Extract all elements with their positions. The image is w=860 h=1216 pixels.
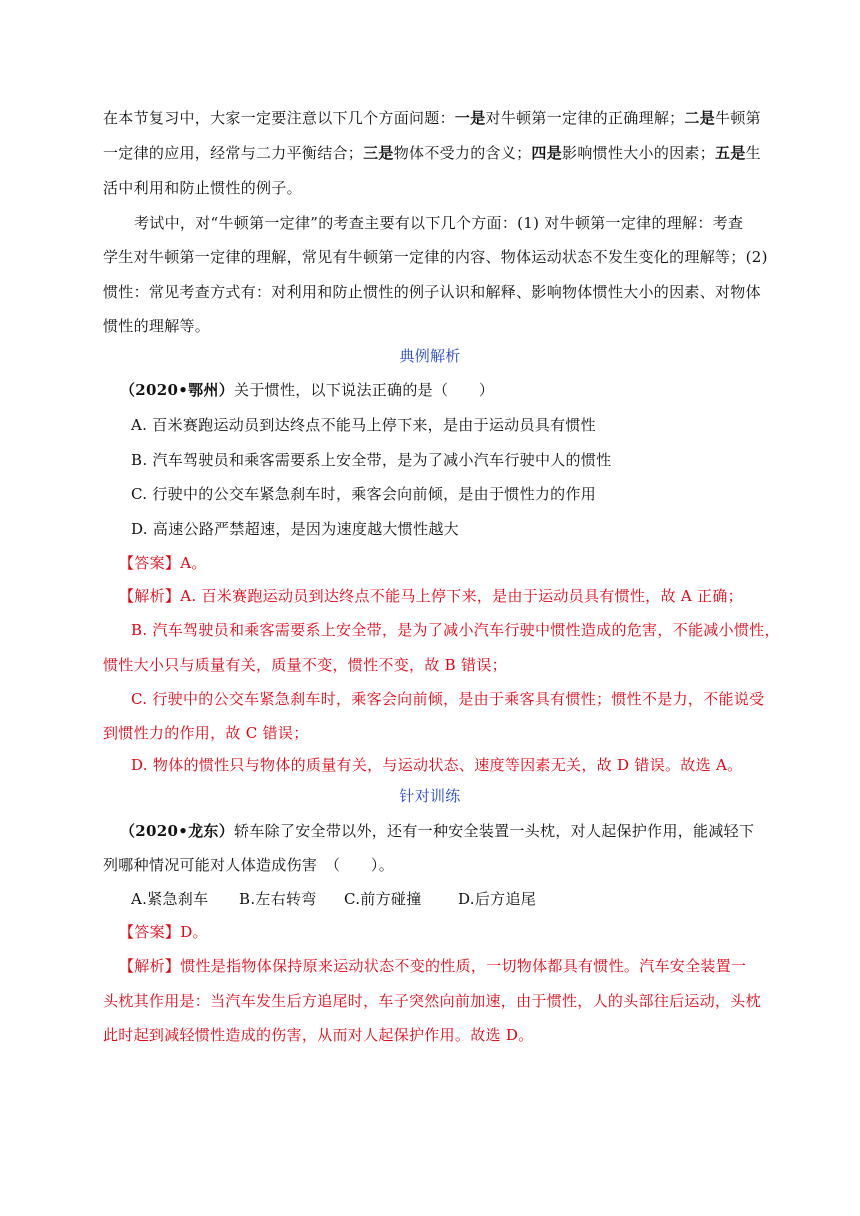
question-1-stem (120, 380, 494, 400)
answer-value: A。 (180, 554, 207, 572)
question-2-option-c: C.前方碰撞 (344, 890, 422, 908)
bold-text: 三是 (363, 144, 394, 162)
question-2-stem-line-2: 列哪种情况可能对人体造成伤害 （ ）。 (103, 856, 395, 874)
question-text: 关于惯性，以下说法正确的是（ ） (234, 381, 495, 399)
paragraph-1-line-3: 活中利用和防止惯性的例子。 (103, 179, 302, 197)
paragraph-1-line-2 (103, 143, 761, 163)
question-2-option-d: D.后方追尾 (458, 890, 537, 908)
bold-text: 四是 (531, 144, 563, 162)
bold-text: 二是 (684, 109, 716, 127)
question-1-analysis-line-4: C. 行驶中的公交车紧急刹车时，乘客会向前倾，是由于乘客具有惯性；惯性不是力，不能说受 (131, 690, 765, 708)
analysis-tag: 【解析】 (119, 957, 181, 975)
answer-tag: 【答案】 (119, 923, 181, 941)
question-1-option-b: B. 汽车驾驶员和乘客需要系上安全带，是为了减小汽车行驶中人的惯性 (131, 451, 612, 469)
text: 牛顿第 (715, 109, 761, 127)
question-1-analysis-line-5: 到惯性力的作用，故 C 错误； (103, 724, 309, 742)
question-1-analysis-line-6: D. 物体的惯性只与物体的质量有关，与运动状态、速度等因素无关，故 D 错误。故选 A。 (131, 756, 743, 774)
question-1-option-d: D. 高速公路严禁超速，是因为速度越大惯性越大 (131, 520, 459, 538)
question-1-answer (119, 553, 207, 573)
question-2-option-b: B.左右转弯 (239, 890, 317, 908)
question-1-option-c: C. 行驶中的公交车紧急刹车时，乘客会向前倾，是由于惯性力的作用 (131, 485, 597, 503)
analysis-text: A. 百米赛跑运动员到达终点不能马上停下来，是由于运动员具有惯性，故 A 正确； (180, 587, 743, 605)
analysis-text: 惯性是指物体保持原来运动状态不变的性质，一切物体都具有惯性。汽车安全装置一 (180, 957, 747, 975)
answer-value: D。 (180, 923, 208, 941)
bold-text: 五是 (715, 144, 746, 162)
question-1-option-a: A. 百米赛跑运动员到达终点不能马上停下来，是由于运动员具有惯性 (131, 416, 596, 434)
question-1-analysis-line-3: 惯性大小只与质量有关，质量不变，惯性不变，故 B 错误； (103, 656, 507, 674)
bold-text: 一是 (454, 109, 486, 127)
text: 在本节复习中，大家一定要注意以下几个方面问题： (103, 109, 455, 127)
question-2-answer (119, 922, 208, 942)
analysis-tag: 【解析】 (119, 587, 181, 605)
text: 生 (745, 144, 761, 162)
answer-tag: 【答案】 (119, 554, 181, 572)
question-1-analysis-line-1 (119, 586, 743, 606)
question-1-analysis-line-2: B. 汽车驾驶员和乘客需要系上安全带，是为了减小汽车行驶中惯性造成的危害，不能减小惯性， (131, 621, 780, 639)
paragraph-2-line-4: 惯性的理解等。 (103, 317, 211, 335)
paragraph-2-line-2: 学生对牛顿第一定律的理解，常见有牛顿第一定律的内容、物体运动状态不发生变化的理解等；(2) (103, 248, 768, 266)
question-2-option-a: A.紧急刹车 (131, 890, 209, 908)
question-2-stem-line-1 (120, 821, 754, 841)
paragraph-2-line-1: 考试中，对“牛顿第一定律”的考查主要有以下几个方面：(1) 对牛顿第一定律的理解：考查 (134, 214, 744, 232)
question-2-analysis-line-2: 头枕其作用是：当汽车发生后方追尾时，车子突然向前加速，由于惯性，人的头部往后运动，头枕 (103, 992, 761, 1010)
text: 一定律的应用，经常与二力平衡结合； (103, 144, 364, 162)
text: 影响惯性大小的因素； (562, 144, 716, 162)
question-2-analysis-line-1 (119, 956, 746, 976)
question-source: （2020•鄂州） (120, 381, 235, 399)
section-title-practice: 针对训练 (399, 787, 461, 805)
paragraph-2-line-3: 惯性：常见考查方式有：对利用和防止惯性的例子认识和解释、影响物体惯性大小的因素、对物体 (103, 283, 761, 301)
text: 对牛顿第一定律的正确理解； (485, 109, 685, 127)
paragraph-1-line-1 (103, 108, 761, 128)
section-title-examples: 典例解析 (399, 347, 461, 365)
question-text: 轿车除了安全带以外，还有一种安全装置一头枕，对人起保护作用，能减轻下 (234, 822, 755, 840)
question-2-analysis-line-3: 此时起到减轻惯性造成的伤害，从而对人起保护作用。故选 D。 (103, 1026, 534, 1044)
text: 物体不受力的含义； (393, 144, 532, 162)
question-source: （2020•龙东） (120, 822, 235, 840)
